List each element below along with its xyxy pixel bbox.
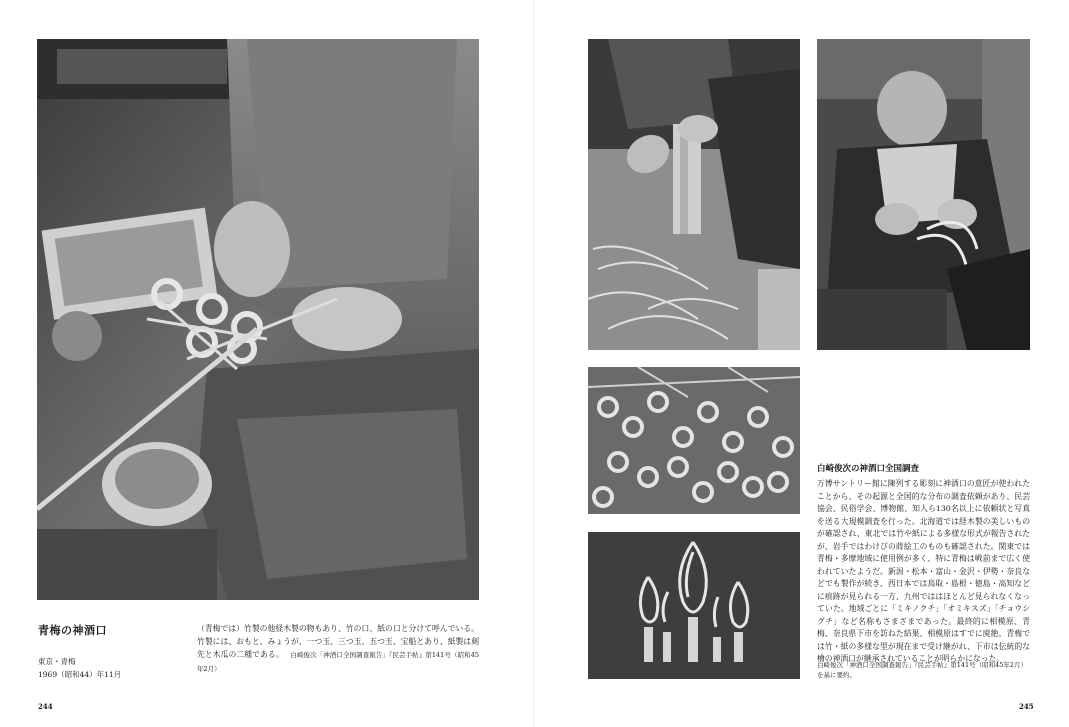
page-number-right: 245 (1019, 702, 1034, 711)
essay-body: 万博サントリー館に陳列する彫刻に神酒口の意匠が使われたことから、その起源と全国的な分布の調査依頼があり、民芸協会、民俗学会、博物館、知人ら130名以上に依頼状と写真を送る大規模調査を行った。北海道では経木製の美しいものが確認され、東北では竹や紙による多様な形式が報告されたが、岩手ではわけびの蒔絵工のものも確認された。関東では青梅・多摩地域に使用例が多く、特に青梅は戦前まで広く使われていたようだ。新潟・松本・富山・金沢・伊勢・奈良などでも製作が続き、西日本では鳥取・島根・徳島・高知などに痕跡が見られる一方、九州でははほとんど見られなくなっていた。地域ごとに「ミキノクチ」「オミキスズ」「チョウシグチ」など名称もさまざまであった。最終的に相模原、青梅、奈良県下市を訪ねた結果、相模原はすでに廃絶。青梅では竹・紙の多様な型が現在まで受け継がれ、下市は伝統的な檜の神酒口が継承されていることが明らかになった。 (817, 479, 1030, 663)
essay-title: 白崎俊次の神酒口全国調査 (817, 464, 920, 474)
left-page (0, 0, 534, 727)
caption-location: 東京・青梅 (38, 657, 76, 666)
photo-finished-ornaments (588, 532, 800, 679)
photo-hands-holding-ornament (37, 39, 479, 600)
caption-body-text: （青梅では）竹製の他経木製の物もあり、竹の口、紙の口と分けて呼んでいる。竹製には、おもと、みょうが、一つ玉、三つ玉、五つ玉、宝船とあり、紙製は剣先と木瓜の二種である。 (197, 624, 479, 659)
caption-source: 白崎俊次「神酒口全国調査報告」『民芸手帖』第141号（昭和45年2月） (197, 651, 480, 673)
right-page (534, 0, 1069, 727)
photo-pile-of-pieces (588, 367, 800, 514)
page-number-left: 244 (38, 702, 53, 711)
caption-body (197, 622, 479, 676)
photo-splitting-bamboo (588, 39, 800, 350)
caption-date: 1969（昭和44）年11月 (38, 670, 122, 679)
essay-source: 白崎俊次「神酒口全国調査報告」『民芸手帖』第141号（昭和45年2月）を基に要約。 (817, 661, 1028, 679)
caption-title: 青梅の神酒口 (38, 624, 107, 637)
photo-craftsman-bending (817, 39, 1030, 350)
